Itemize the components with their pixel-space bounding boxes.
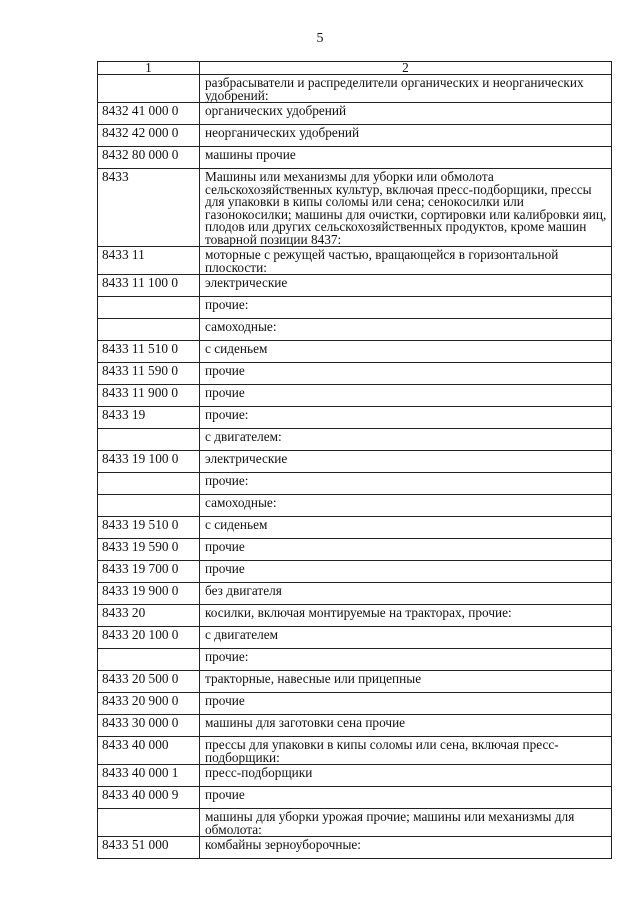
description-cell: прочие bbox=[200, 693, 612, 715]
description-cell: прочие bbox=[200, 385, 612, 407]
description-cell: моторные с режущей частью, вращающейся в горизонтальной плоскости: bbox=[200, 247, 612, 275]
tariff-code-cell: 8433 20 bbox=[98, 605, 200, 627]
table-row bbox=[98, 715, 612, 737]
table-row bbox=[98, 75, 612, 103]
table-row bbox=[98, 693, 612, 715]
tariff-code-cell: 8433 40 000 9 bbox=[98, 787, 200, 809]
table-row bbox=[98, 451, 612, 473]
description-cell: электрические bbox=[200, 275, 612, 297]
description-cell: разбрасыватели и распределители органических и неорганических удобрений: bbox=[200, 75, 612, 103]
description-cell: Машины или механизмы для уборки или обмолота сельскохозяйственных культур, включая пресс-подборщики, прессы для упаковки в кипы соломы или сена; сенокосилки или газонокосилки; машины для очистки, сортировки или калибровки яиц, плодов или других сельскохозяйственных продуктов, кроме машин товарной позиции 8437: bbox=[200, 169, 612, 247]
tariff-table bbox=[97, 61, 612, 859]
description-cell: электрические bbox=[200, 451, 612, 473]
tariff-code-cell: 8433 11 100 0 bbox=[98, 275, 200, 297]
tariff-code-cell bbox=[98, 75, 200, 103]
table-row bbox=[98, 649, 612, 671]
description-cell: прессы для упаковки в кипы соломы или сена, включая пресс-подборщики: bbox=[200, 737, 612, 765]
table-row bbox=[98, 671, 612, 693]
table-header-row bbox=[98, 62, 612, 75]
description-cell: с сиденьем bbox=[200, 341, 612, 363]
table-row bbox=[98, 561, 612, 583]
tariff-code-cell: 8433 20 500 0 bbox=[98, 671, 200, 693]
table-row bbox=[98, 247, 612, 275]
tariff-code-cell bbox=[98, 495, 200, 517]
tariff-code-cell: 8433 11 900 0 bbox=[98, 385, 200, 407]
table-row bbox=[98, 495, 612, 517]
table-body bbox=[98, 75, 612, 859]
table-row bbox=[98, 473, 612, 495]
table-row bbox=[98, 583, 612, 605]
tariff-code-cell: 8433 19 bbox=[98, 407, 200, 429]
tariff-code-cell bbox=[98, 473, 200, 495]
table-row bbox=[98, 429, 612, 451]
table-row bbox=[98, 627, 612, 649]
tariff-code-cell bbox=[98, 297, 200, 319]
description-cell: неорганических удобрений bbox=[200, 125, 612, 147]
tariff-code-cell bbox=[98, 649, 200, 671]
table-row bbox=[98, 147, 612, 169]
tariff-code-cell: 8433 40 000 1 bbox=[98, 765, 200, 787]
table-row bbox=[98, 765, 612, 787]
tariff-code-cell: 8432 41 000 0 bbox=[98, 103, 200, 125]
table-row bbox=[98, 341, 612, 363]
description-cell: с двигателем bbox=[200, 627, 612, 649]
tariff-code-cell: 8433 11 bbox=[98, 247, 200, 275]
description-cell: прочие bbox=[200, 363, 612, 385]
tariff-code-cell: 8433 19 590 0 bbox=[98, 539, 200, 561]
description-cell: самоходные: bbox=[200, 319, 612, 341]
table-row bbox=[98, 539, 612, 561]
description-cell: пресс-подборщики bbox=[200, 765, 612, 787]
description-cell: самоходные: bbox=[200, 495, 612, 517]
tariff-code-cell: 8432 80 000 0 bbox=[98, 147, 200, 169]
description-cell: тракторные, навесные или прицепные bbox=[200, 671, 612, 693]
description-cell: без двигателя bbox=[200, 583, 612, 605]
description-cell: прочие: bbox=[200, 407, 612, 429]
page-number: 5 bbox=[316, 31, 324, 46]
tariff-code-cell: 8433 19 700 0 bbox=[98, 561, 200, 583]
tariff-code-cell bbox=[98, 429, 200, 451]
tariff-code-cell: 8433 19 510 0 bbox=[98, 517, 200, 539]
column-header-2: 2 bbox=[200, 62, 612, 75]
description-cell: органических удобрений bbox=[200, 103, 612, 125]
description-cell: машины для уборки урожая прочие; машины или механизмы для обмолота: bbox=[200, 809, 612, 837]
description-cell: прочие bbox=[200, 561, 612, 583]
description-cell: косилки, включая монтируемые на тракторах, прочие: bbox=[200, 605, 612, 627]
table-row bbox=[98, 517, 612, 539]
table-row bbox=[98, 125, 612, 147]
tariff-code-cell: 8433 bbox=[98, 169, 200, 247]
description-cell: прочие: bbox=[200, 649, 612, 671]
table-row bbox=[98, 407, 612, 429]
tariff-code-cell: 8433 20 900 0 bbox=[98, 693, 200, 715]
table-row bbox=[98, 737, 612, 765]
table-row bbox=[98, 169, 612, 247]
table-row bbox=[98, 605, 612, 627]
tariff-code-cell: 8432 42 000 0 bbox=[98, 125, 200, 147]
tariff-code-cell bbox=[98, 319, 200, 341]
table-row bbox=[98, 385, 612, 407]
table-row bbox=[98, 787, 612, 809]
description-cell: с сиденьем bbox=[200, 517, 612, 539]
table-row bbox=[98, 809, 612, 837]
column-header-1: 1 bbox=[98, 62, 200, 75]
description-cell: прочие bbox=[200, 539, 612, 561]
tariff-code-cell: 8433 19 100 0 bbox=[98, 451, 200, 473]
tariff-code-cell bbox=[98, 809, 200, 837]
description-cell: прочие bbox=[200, 787, 612, 809]
tariff-code-cell: 8433 11 590 0 bbox=[98, 363, 200, 385]
description-cell: комбайны зерноуборочные: bbox=[200, 837, 612, 859]
description-cell: прочие: bbox=[200, 473, 612, 495]
description-cell: с двигателем: bbox=[200, 429, 612, 451]
table-row bbox=[98, 297, 612, 319]
table-row bbox=[98, 319, 612, 341]
tariff-code-cell: 8433 51 000 bbox=[98, 837, 200, 859]
table-row bbox=[98, 275, 612, 297]
description-cell: машины прочие bbox=[200, 147, 612, 169]
tariff-code-cell: 8433 20 100 0 bbox=[98, 627, 200, 649]
table-row bbox=[98, 103, 612, 125]
tariff-code-cell: 8433 11 510 0 bbox=[98, 341, 200, 363]
tariff-code-cell: 8433 30 000 0 bbox=[98, 715, 200, 737]
description-cell: прочие: bbox=[200, 297, 612, 319]
tariff-code-cell: 8433 19 900 0 bbox=[98, 583, 200, 605]
tariff-code-cell: 8433 40 000 bbox=[98, 737, 200, 765]
table-row bbox=[98, 837, 612, 859]
table-row bbox=[98, 363, 612, 385]
description-cell: машины для заготовки сена прочие bbox=[200, 715, 612, 737]
